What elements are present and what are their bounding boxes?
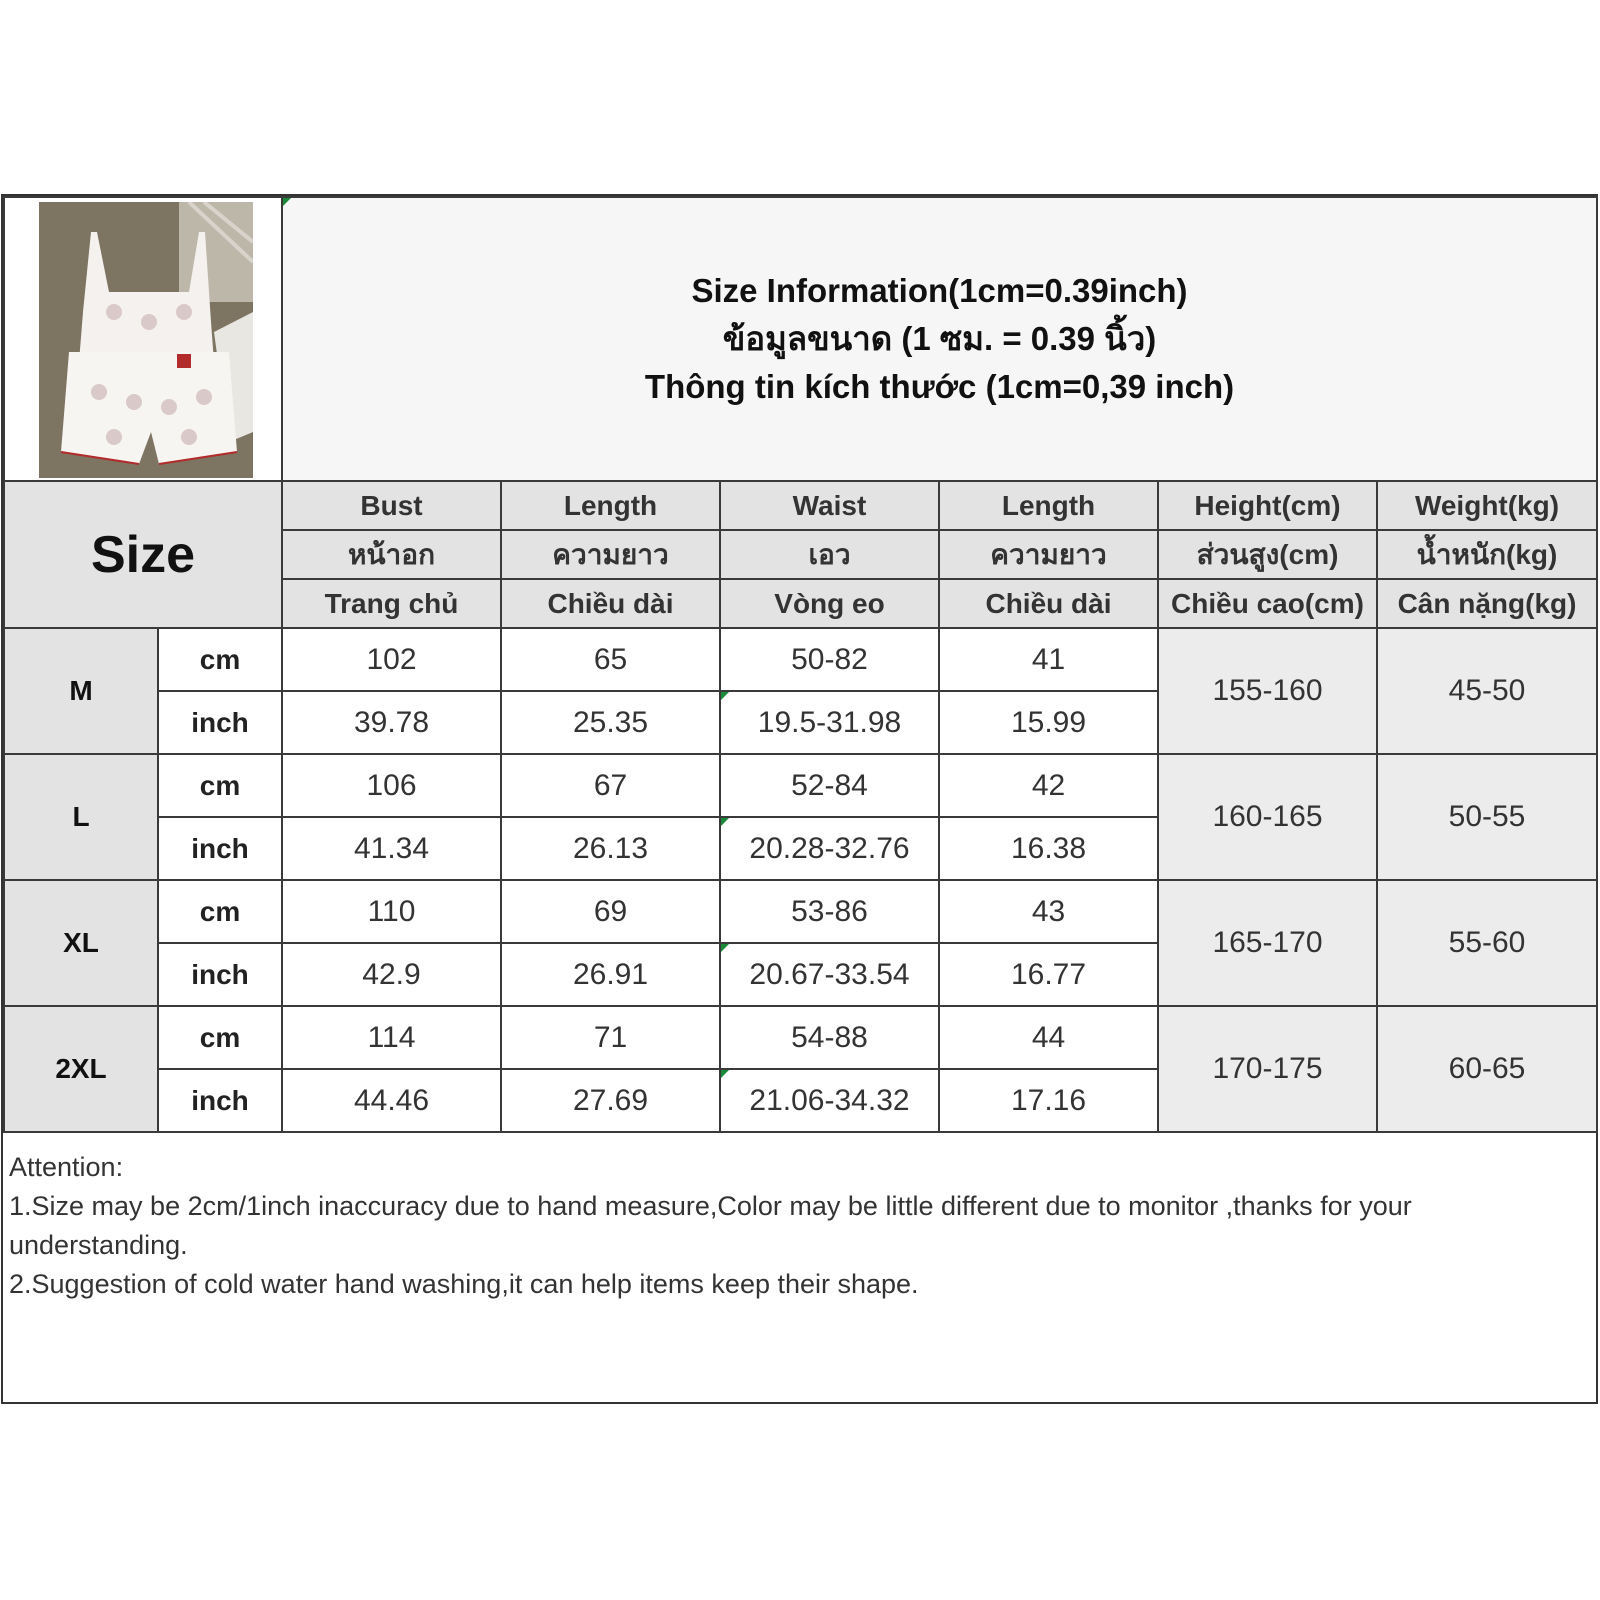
notes-heading: Attention: — [9, 1152, 124, 1182]
unit-label: cm — [158, 754, 282, 817]
value-cell: 106 — [282, 754, 501, 817]
unit-label: inch — [158, 691, 282, 754]
col-header-th: ความยาว — [501, 530, 720, 579]
col-header-th: ส่วนสูง(cm) — [1158, 530, 1377, 579]
value-cell: 21.06-34.32 — [720, 1069, 939, 1132]
col-header-vi: Cân nặng(kg) — [1377, 579, 1597, 628]
title-english: Size Information(1cm=0.39inch) — [691, 272, 1188, 309]
col-header-vi: Trang chủ — [282, 579, 501, 628]
value-cell: 53-86 — [720, 880, 939, 943]
col-header-vi: Chiều dài — [939, 579, 1158, 628]
value-cell: 110 — [282, 880, 501, 943]
table-row — [4, 1006, 1597, 1069]
value-cell: 42 — [939, 754, 1158, 817]
col-header-vi: Chiều cao(cm) — [1158, 579, 1377, 628]
value-cell: 20.67-33.54 — [720, 943, 939, 1006]
value-cell: 16.77 — [939, 943, 1158, 1006]
value-cell: 15.99 — [939, 691, 1158, 754]
value-cell: 71 — [501, 1006, 720, 1069]
size-label: XL — [4, 880, 158, 1006]
size-label: M — [4, 628, 158, 754]
value-cell: 102 — [282, 628, 501, 691]
unit-label: cm — [158, 880, 282, 943]
value-cell: 43 — [939, 880, 1158, 943]
col-header-en: Bust — [282, 481, 501, 530]
table-row — [4, 880, 1597, 943]
notes-line-1: 1.Size may be 2cm/1inch inaccuracy due to hand measure,Color may be little different due to monitor ,thanks for your understanding. — [9, 1191, 1412, 1260]
col-header-th: น้ำหนัก(kg) — [1377, 530, 1597, 579]
height-cell: 165-170 — [1158, 880, 1377, 1006]
height-cell: 170-175 — [1158, 1006, 1377, 1132]
title-vietnamese: Thông tin kích thước (1cm=0,39 inch) — [644, 368, 1235, 405]
col-header-en: Length — [939, 481, 1158, 530]
col-header-th: ความยาว — [939, 530, 1158, 579]
value-cell: 54-88 — [720, 1006, 939, 1069]
weight-cell: 45-50 — [1377, 628, 1597, 754]
value-cell: 27.69 — [501, 1069, 720, 1132]
value-cell: 17.16 — [939, 1069, 1158, 1132]
title-thai: ข้อมูลขนาด (1 ซม. = 0.39 นิ้ว) — [722, 320, 1157, 357]
value-cell: 26.13 — [501, 817, 720, 880]
height-cell: 160-165 — [1158, 754, 1377, 880]
value-cell: 42.9 — [282, 943, 501, 1006]
product-photo-cell — [4, 197, 282, 481]
value-cell: 114 — [282, 1006, 501, 1069]
value-cell: 67 — [501, 754, 720, 817]
value-cell: 41 — [939, 628, 1158, 691]
col-header-en: Height(cm) — [1158, 481, 1377, 530]
col-header-th: เอว — [720, 530, 939, 579]
unit-label: inch — [158, 943, 282, 1006]
col-header-en: Waist — [720, 481, 939, 530]
value-cell: 41.34 — [282, 817, 501, 880]
table-row — [4, 628, 1597, 691]
value-cell: 69 — [501, 880, 720, 943]
table-row — [4, 754, 1597, 817]
value-cell: 39.78 — [282, 691, 501, 754]
title-cell — [282, 197, 1597, 481]
unit-label: inch — [158, 1069, 282, 1132]
value-cell: 20.28-32.76 — [720, 817, 939, 880]
size-table — [3, 196, 1598, 1133]
unit-label: cm — [158, 1006, 282, 1069]
value-cell: 50-82 — [720, 628, 939, 691]
value-cell: 26.91 — [501, 943, 720, 1006]
value-cell: 65 — [501, 628, 720, 691]
size-label: 2XL — [4, 1006, 158, 1132]
value-cell: 52-84 — [720, 754, 939, 817]
value-cell: 25.35 — [501, 691, 720, 754]
unit-label: cm — [158, 628, 282, 691]
size-header: Size — [4, 481, 282, 628]
weight-cell: 60-65 — [1377, 1006, 1597, 1132]
value-cell: 16.38 — [939, 817, 1158, 880]
value-cell: 19.5-31.98 — [720, 691, 939, 754]
weight-cell: 50-55 — [1377, 754, 1597, 880]
attention-notes — [9, 1148, 1589, 1304]
col-header-vi: Vòng eo — [720, 579, 939, 628]
col-header-th: หน้าอก — [282, 530, 501, 579]
weight-cell: 55-60 — [1377, 880, 1597, 1006]
value-cell: 44.46 — [282, 1069, 501, 1132]
col-header-en: Weight(kg) — [1377, 481, 1597, 530]
value-cell: 44 — [939, 1006, 1158, 1069]
size-label: L — [4, 754, 158, 880]
col-header-vi: Chiều dài — [501, 579, 720, 628]
notes-line-2: 2.Suggestion of cold water hand washing,it can help items keep their shape. — [9, 1269, 919, 1299]
height-cell: 155-160 — [1158, 628, 1377, 754]
col-header-en: Length — [501, 481, 720, 530]
product-photo — [39, 202, 253, 478]
size-chart-sheet — [1, 194, 1598, 1404]
unit-label: inch — [158, 817, 282, 880]
